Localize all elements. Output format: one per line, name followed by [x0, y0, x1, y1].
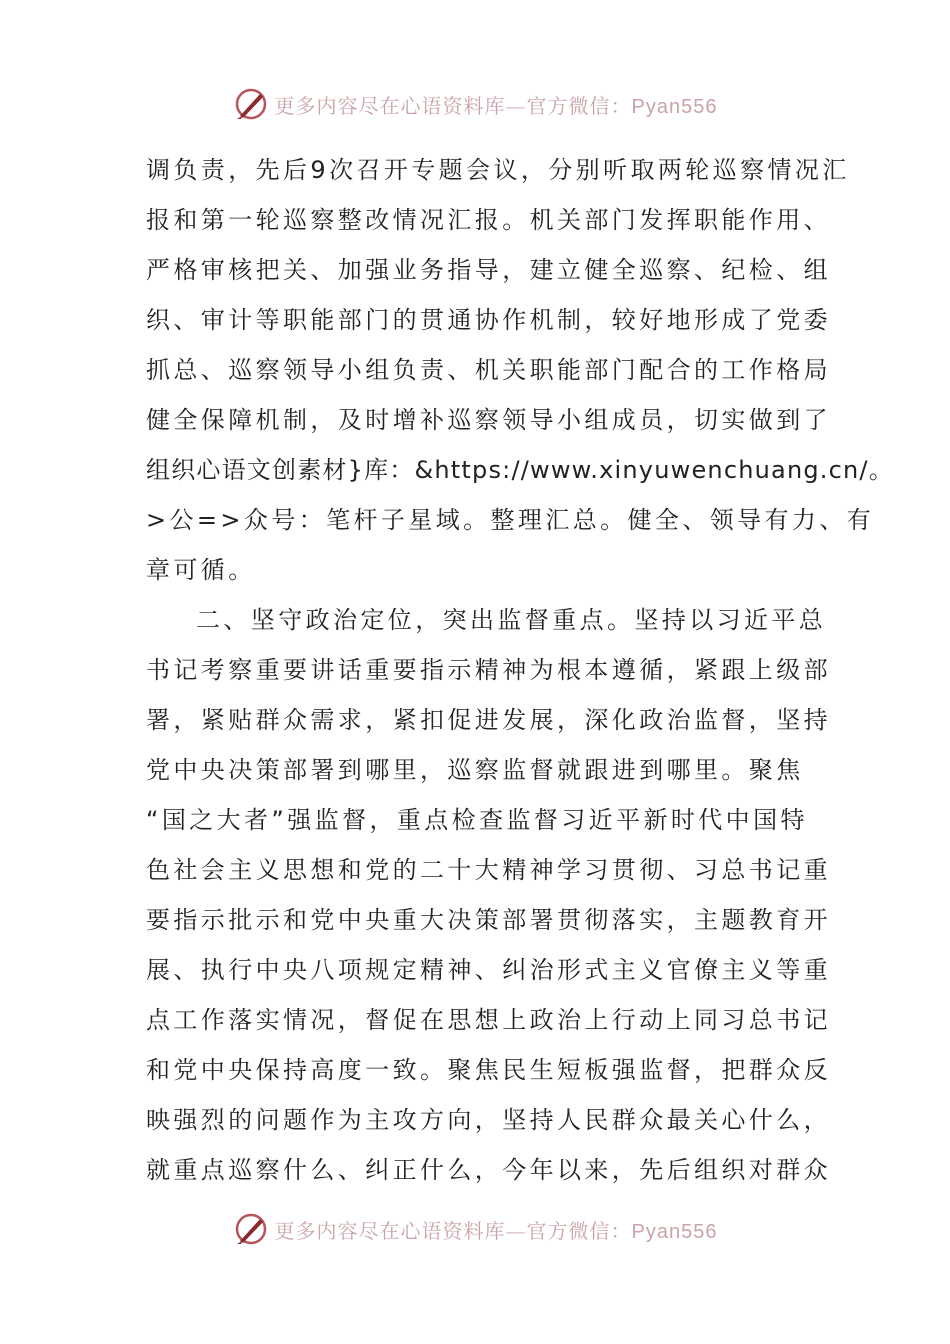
text-line: 严格审核把关、加强业务指导，建立健全巡察、纪检、组 — [146, 256, 831, 284]
text-line: 展、执行中央八项规定精神、纠治形式主义官僚主义等重 — [146, 956, 831, 984]
watermark-text: 更多内容尽在心语资料库—官方微信：Pyan556 — [274, 1218, 718, 1243]
document-body — [146, 145, 894, 1195]
text-line: 组织心语文创素材}库：&https://www.xinyuwenchuang.cn/。 — [146, 456, 894, 484]
text-line: 报和第一轮巡察整改情况汇报。机关部门发挥职能作用、 — [146, 206, 831, 234]
text-line: “国之大者”强监督，重点检查监督习近平新时代中国特 — [146, 806, 808, 834]
text-line: 党中央决策部署到哪里，巡察监督就跟进到哪里。聚焦 — [146, 756, 804, 784]
footer-watermark — [0, 1209, 950, 1249]
text-line: >公=>众号：笔杆子星域。整理汇总。健全、领导有力、有 — [146, 506, 875, 534]
watermark-text: 更多内容尽在心语资料库—官方微信：Pyan556 — [274, 93, 718, 118]
text-line: 要指示批示和党中央重大决策部署贯彻落实，主题教育开 — [146, 906, 831, 934]
header-watermark — [0, 84, 950, 124]
text-line: 抓总、巡察领导小组负责、机关职能部门配合的工作格局 — [146, 356, 831, 384]
text-line: 就重点巡察什么、纠正什么，今年以来，先后组织对群众 — [146, 1156, 831, 1184]
text-line: 织、审计等职能部门的贯通协作机制，较好地形成了党委 — [146, 306, 831, 334]
pen-circle-logo-icon — [233, 1211, 269, 1247]
text-line: 健全保障机制，及时增补巡察领导小组成员，切实做到了 — [146, 406, 831, 434]
text-line: 章可循。 — [146, 556, 256, 584]
text-line: 色社会主义思想和党的二十大精神学习贯彻、习总书记重 — [146, 856, 831, 884]
text-line: 映强烈的问题作为主攻方向，坚持人民群众最关心什么， — [146, 1106, 831, 1134]
paragraph-heading-line: 二、坚守政治定位，突出监督重点。坚持以习近平总 — [196, 606, 827, 634]
text-line: 点工作落实情况，督促在思想上政治上行动上同习总书记 — [146, 1006, 831, 1034]
text-line: 书记考察重要讲话重要指示精神为根本遵循，紧跟上级部 — [146, 656, 831, 684]
text-line: 和党中央保持高度一致。聚焦民生短板强监督，把群众反 — [146, 1056, 831, 1084]
pen-circle-logo-icon — [233, 86, 269, 122]
text-line: 署，紧贴群众需求，紧扣促进发展，深化政治监督，坚持 — [146, 706, 831, 734]
text-line: 调负责，先后9次召开专题会议，分别听取两轮巡察情况汇 — [146, 156, 850, 184]
